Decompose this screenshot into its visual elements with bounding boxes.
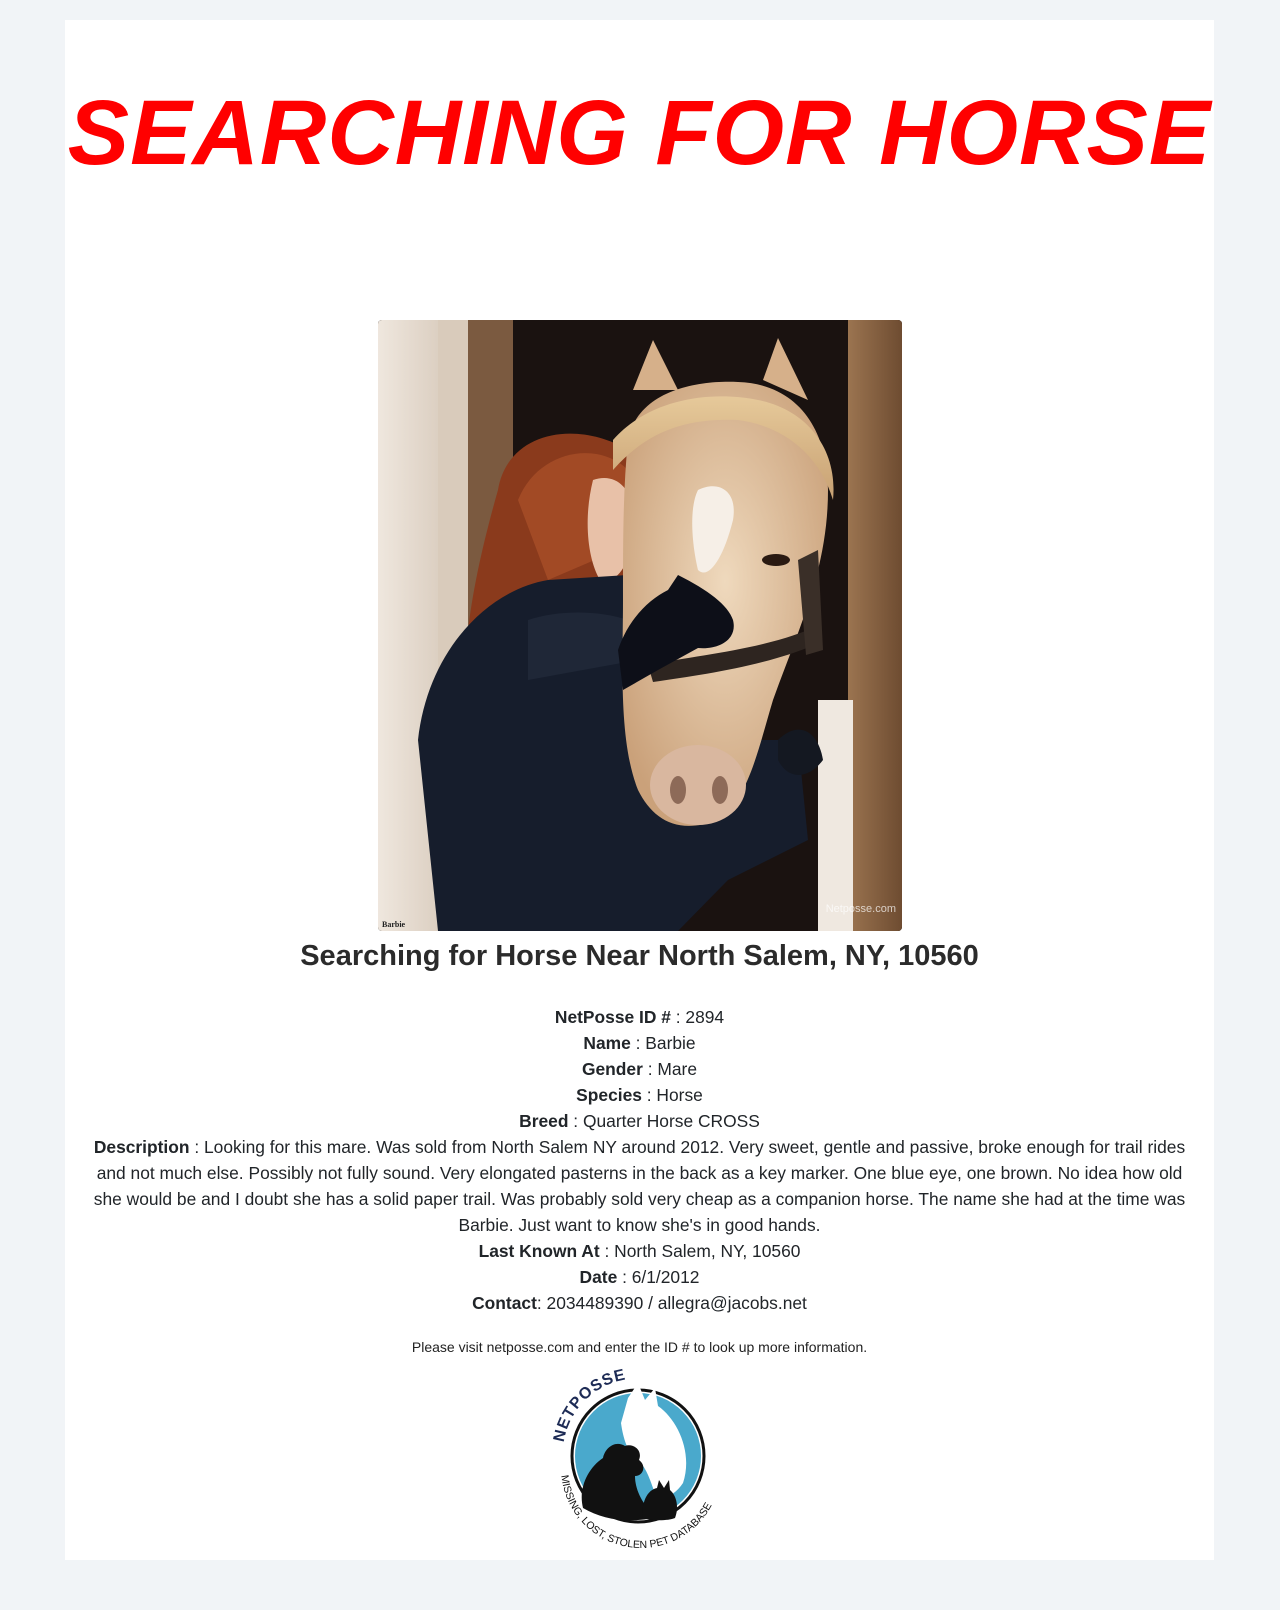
detail-date-label: Date: [579, 1267, 618, 1287]
detail-contact: [93, 1290, 1186, 1316]
detail-description-label: Description: [93, 1137, 190, 1157]
detail-date: [93, 1264, 1186, 1290]
detail-name: [93, 1030, 1186, 1056]
detail-gender-label: Gender: [581, 1059, 643, 1079]
detail-breed-value: : Quarter Horse CROSS: [568, 1111, 760, 1131]
logo-bottom-text: MISSING, LOST, STOLEN PET DATABASE: [558, 1474, 715, 1548]
detail-description-value: : Looking for this mare. Was sold from North Salem NY around 2012. Very sweet, gentle and passive, broke enough for trail rides and not much else. Possibly not fully sound. Very elongated pasterns in the back as a key marker. One blue eye, one brown. No idea how old she would be and I doubt she has a solid paper trail. Was probably sold very cheap as a companion horse. The name she had at the time was Barbie. Just want to know she's in good hands.: [93, 1137, 1186, 1235]
detail-last-known-label: Last Known At: [478, 1241, 600, 1261]
detail-id-label: NetPosse ID #: [554, 1007, 671, 1027]
detail-species-label: Species: [576, 1085, 642, 1105]
detail-id-value: : 2894: [670, 1007, 725, 1027]
footnote: Please visit netposse.com and enter the ID # to look up more information.: [411, 1339, 868, 1355]
detail-date-value: : 6/1/2012: [617, 1267, 700, 1287]
detail-id: [93, 1004, 1186, 1030]
detail-species-value: : Horse: [641, 1085, 703, 1105]
horse-photo-illustration: [378, 320, 902, 931]
photo-watermark: Netposse.com: [825, 903, 896, 915]
detail-contact-label: Contact: [472, 1293, 537, 1313]
flyer-page: [65, 20, 1214, 1560]
details-block: [93, 1004, 1186, 1316]
detail-name-label: Name: [583, 1033, 631, 1053]
headline: SEARCHING FOR HORSE: [67, 82, 1212, 184]
detail-last-known: [93, 1238, 1186, 1264]
detail-breed: [93, 1108, 1186, 1134]
detail-last-known-value: : North Salem, NY, 10560: [599, 1241, 801, 1261]
subtitle: Searching for Horse Near North Salem, NY, 10560: [300, 940, 979, 972]
detail-breed-label: Breed: [519, 1111, 569, 1131]
detail-gender: [93, 1056, 1186, 1082]
netposse-logo: [543, 1358, 733, 1548]
detail-contact-value: : 2034489390 / allegra@jacobs.net: [536, 1293, 807, 1313]
logo-top-text: NETPOSSE: [550, 1366, 628, 1444]
detail-description: [93, 1134, 1186, 1238]
detail-gender-value: : Mare: [642, 1059, 697, 1079]
detail-species: [93, 1082, 1186, 1108]
horse-photo: [378, 320, 902, 931]
photo-caption: Barbie: [382, 920, 406, 929]
detail-name-value: : Barbie: [630, 1033, 696, 1053]
netposse-logo-graphic: [543, 1358, 733, 1548]
